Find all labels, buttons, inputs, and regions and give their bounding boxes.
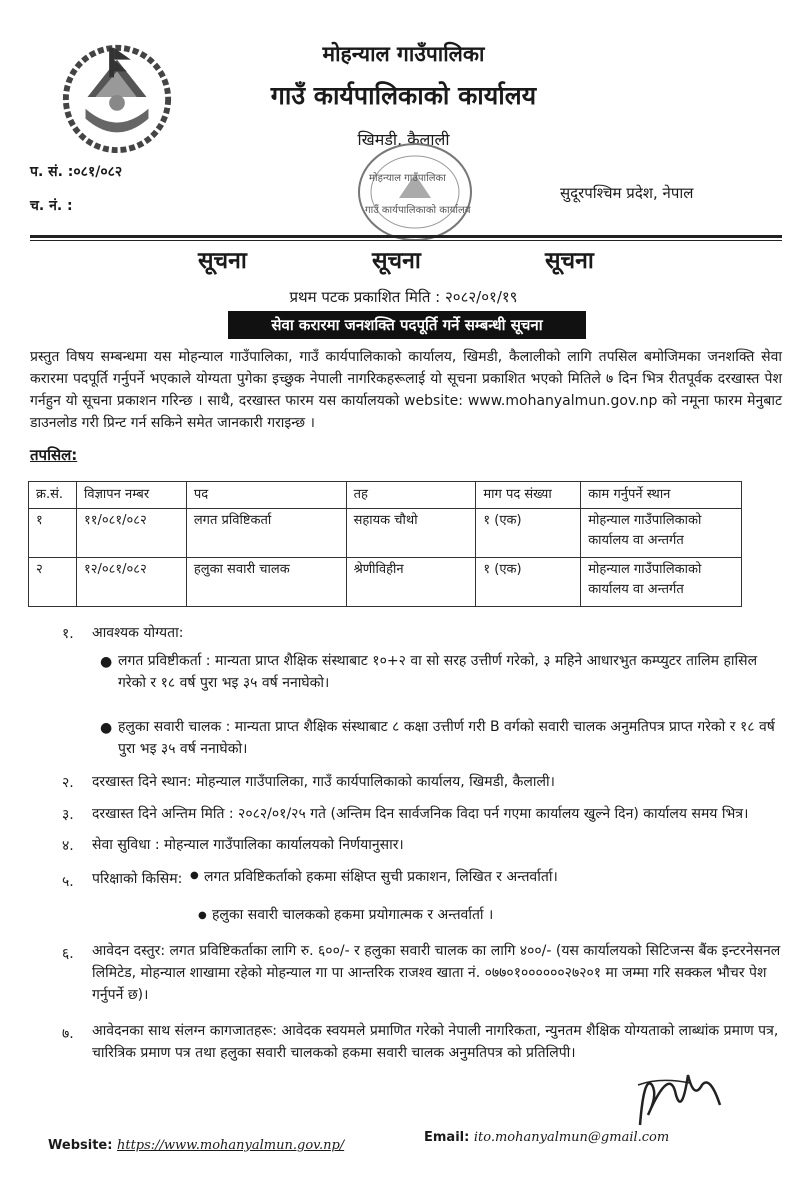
qualification-data-entry: लगत प्रविष्टीकर्ता : मान्यता प्राप्त शैक्षिक संस्थाबाट १०+२ वा सो सरह उत्तीर्ण गरेको, ३ महिने आधारभुत कम्प्युटर तालिम हासिल गरेको र १८ वर्ष पुरा भइ ३५ वर्ष ननाघेको। [118, 653, 758, 691]
table-header-row [29, 482, 742, 509]
table-header-cell: विज्ञापन नम्बर [76, 482, 186, 509]
footer-website [48, 1138, 344, 1153]
signature-icon [630, 1055, 730, 1135]
table-cell: लगत प्रविष्टिकर्ता [186, 509, 346, 558]
item-text: दरखास्त दिने स्थान: मोहन्याल गाउँपालिका, गाउँ कार्यपालिकाको कार्यालय, खिमडी, कैलाली। [92, 774, 555, 790]
published-date: प्रथम पटक प्रकाशित मिति : २०८२/०१/१९ [289, 288, 518, 306]
office-name: गाउँ कार्यपालिकाको कार्यालय [270, 81, 537, 110]
table-header-cell: पद [186, 482, 346, 509]
header-divider-thin [30, 240, 782, 241]
notice-heading-1: सूचना [198, 248, 247, 274]
dispatch-number: च. नं. : [30, 198, 73, 214]
bullet-icon: ● [198, 910, 207, 921]
item-number: ५. [62, 874, 74, 890]
stamp-text-2: गाउँ कार्यपालिकाको कार्यालय [365, 205, 471, 216]
item-number: ७. [62, 1026, 74, 1042]
table-cell: मोहन्याल गाउँपालिकाको कार्यालय वा अन्तर्गत [581, 558, 742, 607]
table-cell: ११/०८१/०८२ [76, 509, 186, 558]
website-link[interactable]: https://www.mohanyalmun.gov.np/ [116, 1138, 345, 1153]
table-header-cell: काम गर्नुपर्ने स्थान [581, 482, 742, 509]
bullet-icon: ● [100, 654, 113, 670]
province-name: सुदूरपश्चिम प्रदेश, नेपाल [560, 184, 694, 202]
item-text: परिक्षाको किसिम: [92, 871, 183, 887]
notice-heading-3: सूचना [545, 248, 594, 274]
required-documents: आवेदनका साथ संलग्न कागजातहरू: आवेदक स्वयमले प्रमाणित गरेको नेपाली नागरिकता, न्युनतम शैक्षिक योग्यताको लाब्धांक प्रमाण पत्र, चारित्रिक प्रमाण पत्र तथा हलुका सवारी चालकको हकमा सवारी चालक अनुमतिपत्र को प्रतिलिपी। [92, 1023, 779, 1061]
application-fee: आवेदन दस्तुर: लगत प्रविष्टिकर्ताका लागि रु. ६००/- र हलुका सवारी चालक का लागि ४००/- (यस कार्यालयको सिटिजन्स बैंक इन्टरनेसनल लिमिटेड, मोहन्याल शाखामा रहेको मोहन्याल गा पा आन्तरिक राजश्व खाता नं. ०७७०१००००००२७२०१ मा जम्मा गरि सक्कल भौचर पेश गर्नुपर्ने छ)। [92, 943, 781, 1003]
table-row [29, 558, 742, 607]
table-header-cell: माग पद संख्या [476, 482, 581, 509]
item-number: ४. [62, 838, 74, 854]
footer-email [424, 1130, 669, 1145]
intro-paragraph: प्रस्तुत विषय सम्बन्धमा यस मोहन्याल गाउँपालिका, गाउँ कार्यपालिकाको कार्यालय, खिमडी, कैलालीको लागि तपसिल बमोजिमका जनशक्ति सेवा करारमा पदपूर्ति गर्नुपर्ने भएकाले योग्यता पुगेका इच्छुक नेपाली नागरिकहरूलाई यो सूचना प्रकाशित भएको मितिले ७ दिन भित्र रीतपूर्वक दरखास्त पेश गर्नहुन यो सूचना प्रकाशन गरिन्छ । साथै, दरखास्त फारम यस कार्यालयको website: www.mohanyalmun.gov.np को नमूना फारम मेनुबाट डाउनलोड गरी प्रिन्ट गर्न सकिने समेत जानकारी गराइन्छ । [30, 349, 782, 431]
table-cell: १ [29, 509, 77, 558]
table-cell: १२/०८१/०८२ [76, 558, 186, 607]
item-text: आवश्यक योग्यता: [92, 625, 184, 641]
table-cell: श्रेणीविहीन [346, 558, 476, 607]
website-label: Website: [48, 1138, 113, 1153]
exam-type-data-entry: लगत प्रविष्टिकर्ताको हकमा संक्षिप्त सुची प्रकाशन, लिखित र अन्तर्वार्ता। [204, 869, 558, 885]
notice-title: सेवा करारमा जनशक्ति पदपूर्ति गर्ने सम्बन्धी सूचना [228, 311, 586, 339]
reference-number: प. सं. :०८१/०८२ [30, 164, 123, 180]
table-cell: १ (एक) [476, 509, 581, 558]
item-text: सेवा सुविधा : मोहन्याल गाउँपालिका कार्यालयको निर्णयानुसार। [92, 837, 404, 853]
header-divider [30, 235, 782, 238]
item-number: ६. [62, 946, 74, 962]
table-header-cell: तह [346, 482, 476, 509]
notice-heading-2: सूचना [372, 248, 421, 274]
item-text: दरखास्त दिने अन्तिम मिति : २०८२/०१/२५ गते (अन्तिम दिन सार्वजनिक विदा पर्न गएमा कार्यालय खुल्ने दिन) कार्यालय समय भित्र। [92, 806, 749, 822]
stamp-seal-icon [355, 140, 475, 245]
office-location: खिमडी, कैलाली [357, 130, 450, 149]
tapasil-heading: तपसिल: [30, 446, 78, 464]
municipality-name: मोहन्याल गाउँपालिका [322, 42, 485, 66]
bullet-icon: ● [100, 720, 113, 736]
table-header-cell: क्र.सं. [29, 482, 77, 509]
item-number: ३. [62, 807, 74, 823]
email-link[interactable]: ito.mohanyalmun@gmail.com [473, 1130, 670, 1145]
item-number: १. [62, 626, 74, 642]
table-cell: हलुका सवारी चालक [186, 558, 346, 607]
stamp-text-1: मोहन्याल गाउँपालिका [369, 173, 446, 184]
table-cell: १ (एक) [476, 558, 581, 607]
email-label: Email: [424, 1130, 470, 1145]
vacancy-table [28, 481, 742, 607]
item-number: २. [62, 775, 74, 791]
table-cell: मोहन्याल गाउँपालिकाको कार्यालय वा अन्तर्गत [581, 509, 742, 558]
qualification-driver: हलुका सवारी चालक : मान्यता प्राप्त शैक्षिक संस्थाबाट ८ कक्षा उत्तीर्ण गरी B वर्गको सवारी चालक अनुमतिपत्र प्राप्त गरेको र १८ वर्ष पुरा भइ ३५ वर्ष ननाघेको। [118, 719, 775, 757]
bullet-icon: ● [190, 870, 199, 881]
office-stamp [355, 140, 475, 245]
table-cell: २ [29, 558, 77, 607]
exam-type-driver: हलुका सवारी चालकको हकमा प्रयोगात्मक र अन्तर्वार्ता । [212, 907, 494, 923]
table-cell: सहायक चौथो [346, 509, 476, 558]
table-row [29, 509, 742, 558]
